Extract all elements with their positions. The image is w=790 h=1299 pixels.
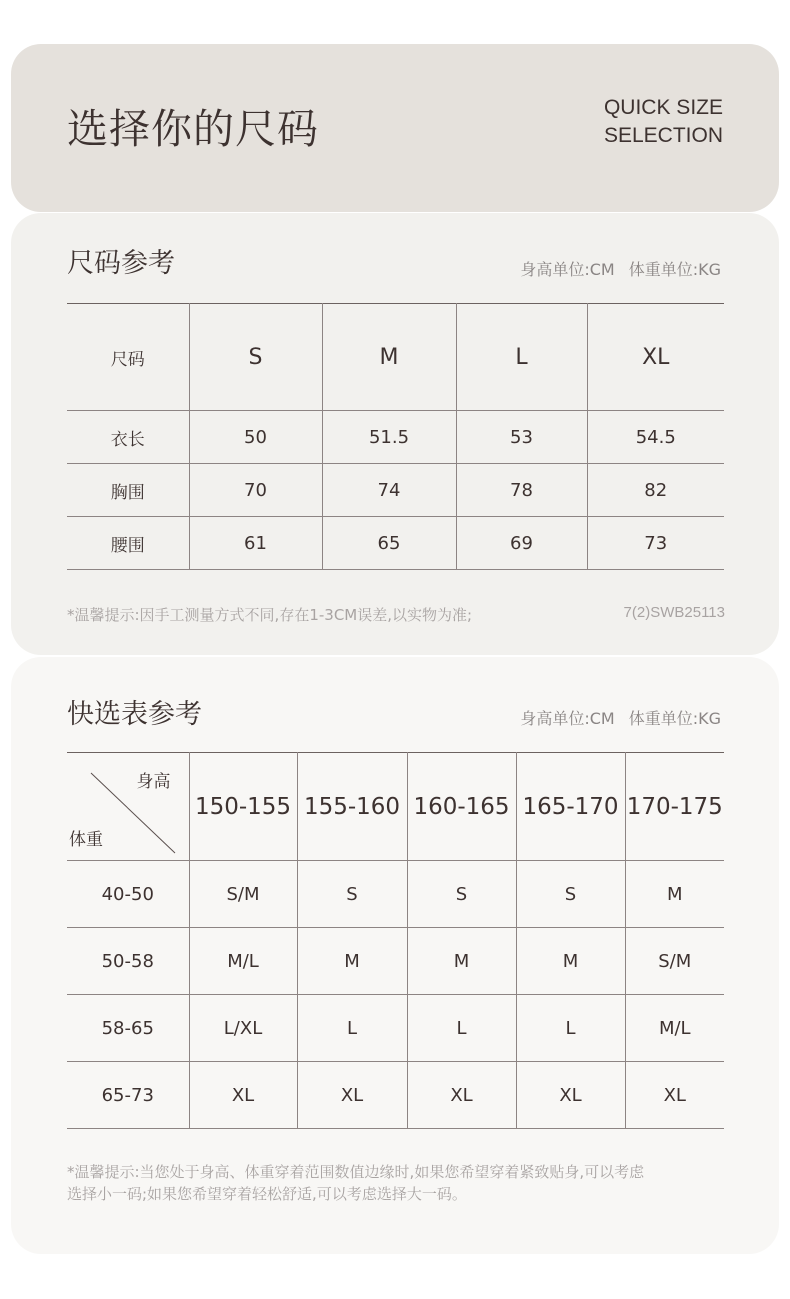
height-range-header: 170-175 [625,753,724,861]
size-header-cell: S [189,304,322,411]
table-row [67,995,724,1062]
table-cell: M [516,928,625,995]
weight-range-label: 40-50 [101,883,154,905]
row-label: 腰围 [110,535,145,556]
table-cell: M/L [625,995,724,1062]
height-range-header: 165-170 [516,753,625,861]
page-title: 选择你的尺码 [67,105,319,153]
english-title-line-2: SELECTION [603,124,723,147]
table-cell: M [407,928,516,995]
size-header-cell: 尺码 [110,349,145,370]
table-cell: 50 [189,411,322,464]
english-title-line-1: QUICK SIZE [603,96,723,119]
size-header-cell: M [322,304,456,411]
table-cell: M [297,928,407,995]
size-reference-title: 尺码参考 [67,248,175,279]
table-cell: L/XL [189,995,297,1062]
table-cell: 65 [322,517,456,570]
table-cell: S [516,861,625,928]
table-row [67,928,724,995]
product-code: 7(2)SWB25113 [623,604,725,621]
table-cell: 54.5 [587,411,724,464]
table-cell: XL [625,1062,724,1129]
table-cell: M [625,861,724,928]
corner-weight-label: 体重 [69,830,103,850]
table-cell: S/M [625,928,724,995]
table-cell: 74 [322,464,456,517]
weight-range-label: 65-73 [101,1084,154,1106]
table-cell: 78 [456,464,587,517]
table-cell: 53 [456,411,587,464]
table-cell: M/L [189,928,297,995]
table-cell: XL [189,1062,297,1129]
table-cell: L [407,995,516,1062]
height-unit-label: 身高单位:CM [520,260,615,279]
table-cell: 69 [456,517,587,570]
size-reference-card [11,213,779,655]
table-cell: S/M [189,861,297,928]
table-cell: S [407,861,516,928]
weight-unit-label: 体重单位:KG [628,709,721,728]
table-cell: 73 [587,517,724,570]
quick-select-title: 快选表参考 [67,699,202,730]
table-cell: XL [407,1062,516,1129]
height-unit-label: 身高单位:CM [520,709,615,728]
weight-range-label: 58-65 [101,1017,154,1039]
weight-range-label: 50-58 [101,950,154,972]
corner-cell [67,753,189,861]
quick-select-note [67,1161,644,1205]
table-cell: 61 [189,517,322,570]
row-label: 胸围 [110,482,145,503]
table-row [67,517,724,570]
weight-unit-label: 体重单位:KG [628,260,721,279]
header-card [11,44,779,212]
table-row [67,464,724,517]
quick-note-line-2: 选择小一码;如果您希望穿着轻松舒适,可以考虑选择大一码。 [67,1185,467,1203]
table-cell: XL [516,1062,625,1129]
quick-select-card [11,657,779,1254]
table-cell: L [516,995,625,1062]
unit-labels [506,257,721,280]
table-cell: XL [297,1062,407,1129]
row-label: 衣长 [110,429,145,450]
corner-height-label: 身高 [136,772,171,792]
size-header-cell: XL [587,304,724,411]
quick-select-table [67,752,724,1129]
size-note: *温馨提示:因手工测量方式不同,存在1-3CM误差,以实物为准; [67,606,473,624]
unit-labels [506,706,721,729]
size-table [67,303,724,570]
table-cell: 51.5 [322,411,456,464]
height-range-header: 155-160 [297,753,407,861]
size-header-row [67,304,724,411]
table-cell: 82 [587,464,724,517]
table-cell: L [297,995,407,1062]
table-row [67,861,724,928]
english-title [604,94,723,150]
quick-header-row [67,753,724,861]
height-range-header: 150-155 [189,753,297,861]
table-row [67,1062,724,1129]
quick-note-line-1: *温馨提示:当您处于身高、体重穿着范围数值边缘时,如果您希望穿着紧致贴身,可以考虑 [67,1163,645,1181]
table-row [67,411,724,464]
size-header-cell: L [456,304,587,411]
table-cell: 70 [189,464,322,517]
table-cell: S [297,861,407,928]
height-range-header: 160-165 [407,753,516,861]
